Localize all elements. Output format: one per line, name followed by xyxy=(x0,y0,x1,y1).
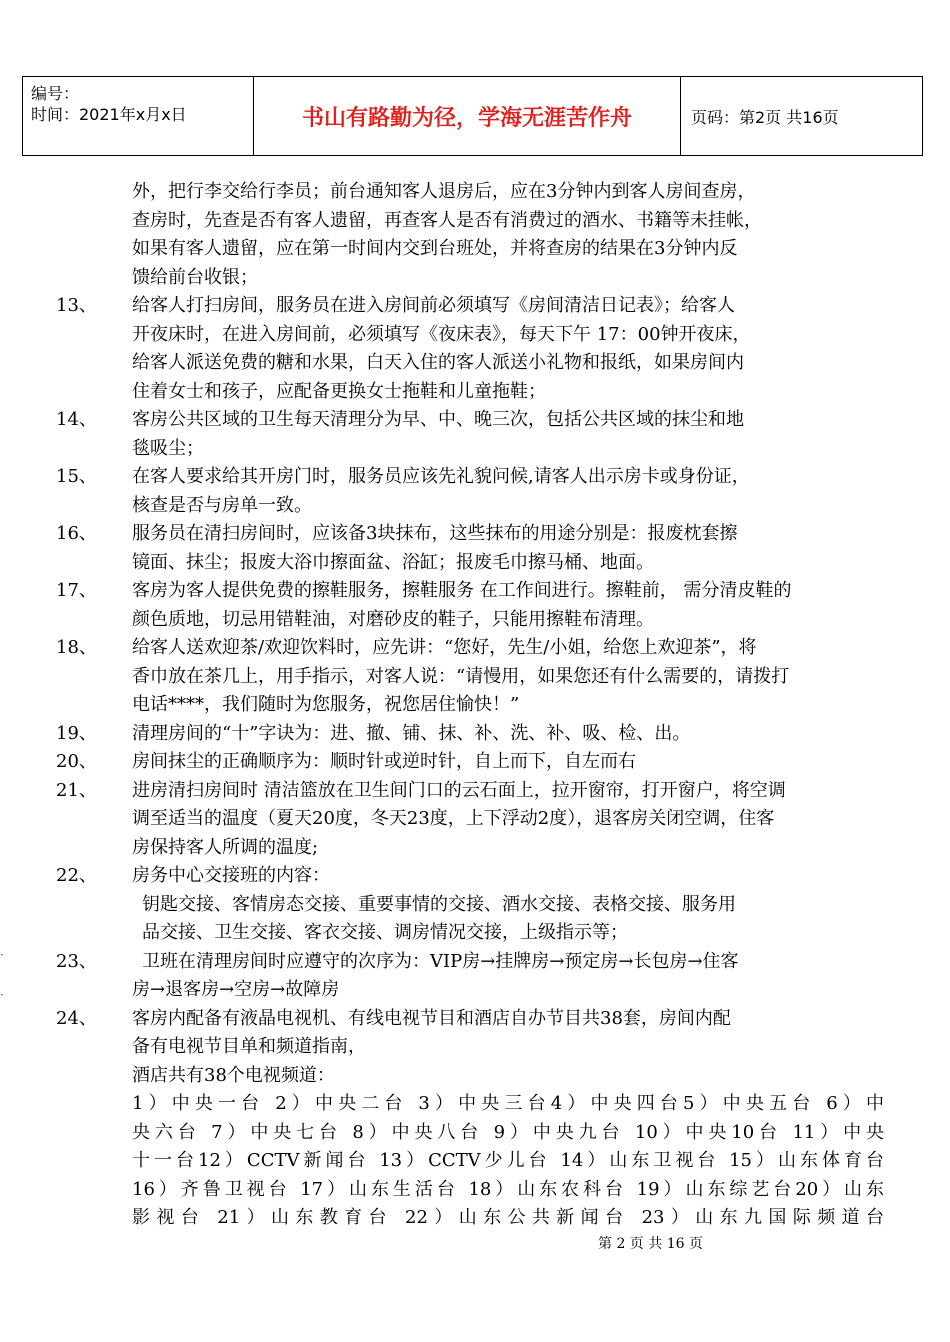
text-line: 清理房间的“十”字诀为：进、撤、铺、抹、补、洗、补、吸、检、出。 xyxy=(132,722,691,744)
text-line: 房→退客房→空房→故障房 xyxy=(132,979,340,1000)
item-number: 14、 xyxy=(56,409,97,430)
text-line: 住着女士和孩子，应配备更换女士拖鞋和儿童拖鞋； xyxy=(132,380,546,402)
text-line: 钥匙交接、客情房态交接、重要事情的交接、酒水交接、表格交接、服务用 xyxy=(142,893,736,915)
list-item-17 xyxy=(56,577,886,634)
list-item-22 xyxy=(56,862,886,891)
channel-line: 16）齐鲁卫视台 17）山东生活台 18）山东农科台 19）山东综艺台20）山东 xyxy=(132,1178,884,1200)
text-line: 颜色质地，切忌用错鞋油，对磨砂皮的鞋子，只能用擦鞋布清理。 xyxy=(132,608,654,630)
item-number: 17、 xyxy=(56,580,97,601)
margin-mark: · xyxy=(0,988,4,1002)
channel-list xyxy=(56,1090,886,1233)
text-line: 给客人派送免费的糖和水果，白天入住的客人派送小礼物和报纸，如果房间内 xyxy=(132,352,744,373)
text-line: 服务员在清扫房间时，应该备3块抹布，这些抹布的用途分别是：报废枕套擦 xyxy=(132,523,738,544)
text-line: 客房公共区域的卫生每天清理分为早、中、晚三次，包括公共区域的抹尘和地 xyxy=(132,409,744,430)
text-line: 客房为客人提供免费的擦鞋服务，擦鞋服务 在工作间进行。擦鞋前， 需分清皮鞋的 xyxy=(132,580,792,601)
text-line: 查房时，先查是否有客人遗留，再查客人是否有消费过的酒水、书籍等未挂帐， xyxy=(132,209,762,231)
text-line: 外，把行李交给行李员；前台通知客人退房后，应在3分钟内到客人房间查房， xyxy=(132,181,756,202)
page-footer: 第 2 页 共 16 页 xyxy=(598,1236,703,1252)
text-line: 给客人打扫房间，服务员在进入房间前必须填写《房间清洁日记表》；给客人 xyxy=(132,295,735,316)
text-line: 备有电视节目单和频道指南， xyxy=(132,1036,366,1057)
text-line: 品交接、卫生交接、客衣交接、调房情况交接，上级指示等； xyxy=(142,922,628,943)
text-line: 电话****，我们随时为您服务，祝您居住愉快！” xyxy=(132,694,520,715)
item-number: 19、 xyxy=(56,722,97,744)
margin-mark: · xyxy=(0,948,4,962)
document-body xyxy=(56,178,886,1233)
item-number: 13、 xyxy=(56,295,97,316)
text-line: 酒店共有38个电视频道： xyxy=(132,1064,335,1086)
text-line: 客房内配备有液晶电视机、有线电视节目和酒店自办节目共38套，房间内配 xyxy=(132,1007,731,1029)
text-line: 毯吸尘； xyxy=(132,437,204,459)
list-item-24 xyxy=(56,1005,886,1091)
text-line: 进房清扫房间时 清洁篮放在卫生间门口的云石面上，拉开窗帘，打开窗户，将空调 xyxy=(132,779,786,801)
item-number: 20、 xyxy=(56,751,97,772)
list-item-23 xyxy=(56,948,886,1005)
list-item-14 xyxy=(56,406,886,463)
text-line: 在客人要求给其开房门时，服务员应该先礼貌问候,请客人出示房卡或身份证， xyxy=(132,466,750,487)
item-number: 24、 xyxy=(56,1007,97,1029)
item-number: 18、 xyxy=(56,637,97,658)
list-item-15 xyxy=(56,463,886,520)
text-line: 调至适当的温度（夏天20度，冬天23度，上下浮动2度），退客房关闭空调，住客 xyxy=(132,808,775,829)
item-number: 22、 xyxy=(56,865,97,886)
lead-paragraph xyxy=(56,178,886,292)
item-number: 15、 xyxy=(56,466,97,487)
list-item-19 xyxy=(56,720,886,749)
channel-line: 1）中央一台 2）中央二台 3）中央三台4）中央四台5）中央五台 6）中 xyxy=(132,1093,884,1114)
header-meta xyxy=(23,77,254,155)
list-item-21 xyxy=(56,777,886,863)
item-number: 21、 xyxy=(56,779,97,801)
list-item-18 xyxy=(56,634,886,720)
item-number: 23、 xyxy=(56,950,97,972)
list-item-13 xyxy=(56,292,886,406)
text-line: 馈给前台收银； xyxy=(132,266,258,288)
motto: 书山有路勤为径，学海无涯苦作舟 xyxy=(254,77,681,155)
channel-line: 央六台 7）中央七台 8）中央八台 9）中央九台 10）中央10台 11）中央 xyxy=(132,1121,884,1143)
item-number: 16、 xyxy=(56,523,97,544)
text-line: 卫班在清理房间时应遵守的次序为：VIP房→挂牌房→预定房→长包房→住客 xyxy=(142,950,739,972)
text-line: 给客人送欢迎茶/欢迎饮料时，应先讲：“您好，先生/小姐，给您上欢迎茶”，将 xyxy=(132,637,757,658)
text-line: 房间抹尘的正确顺序为：顺时针或逆时针，自上而下，自左而右 xyxy=(132,751,636,772)
channel-line: 影视台 21）山东教育台 22）山东公共新闻台 23）山东九国际频道台 xyxy=(132,1207,884,1228)
text-line: 核查是否与房单一致。 xyxy=(132,494,312,516)
channel-line: 十一台12）CCTV新闻台 13）CCTV少儿台 14）山东卫视台 15）山东体育台 xyxy=(132,1150,884,1171)
page-header xyxy=(22,76,923,156)
text-line: 如果有客人遗留，应在第一时间内交到台班处，并将查房的结果在3分钟内反 xyxy=(132,238,738,259)
text-line: 房保持客人所调的温度; xyxy=(132,836,319,858)
list-item-16 xyxy=(56,520,886,577)
page-label: 页码：第2页 共16页 xyxy=(691,107,839,127)
text-line: 镜面、抹尘；报废大浴巾擦面盆、浴缸；报废毛巾擦马桶、地面。 xyxy=(132,551,654,573)
time-label: 时间：2021年x月x日 xyxy=(31,105,187,124)
text-line: 开夜床时，在进入房间前，必须填写《夜床表》，每天下午 17：00钟开夜床， xyxy=(132,323,751,345)
text-line: 房务中心交接班的内容： xyxy=(132,865,330,886)
code-label: 编号： xyxy=(31,84,80,103)
list-item-20 xyxy=(56,748,886,777)
list-item-22-continuation xyxy=(56,891,886,948)
text-line: 香巾放在茶几上，用手指示，对客人说：“请慢用，如果您还有什么需要的，请拨打 xyxy=(132,665,790,687)
